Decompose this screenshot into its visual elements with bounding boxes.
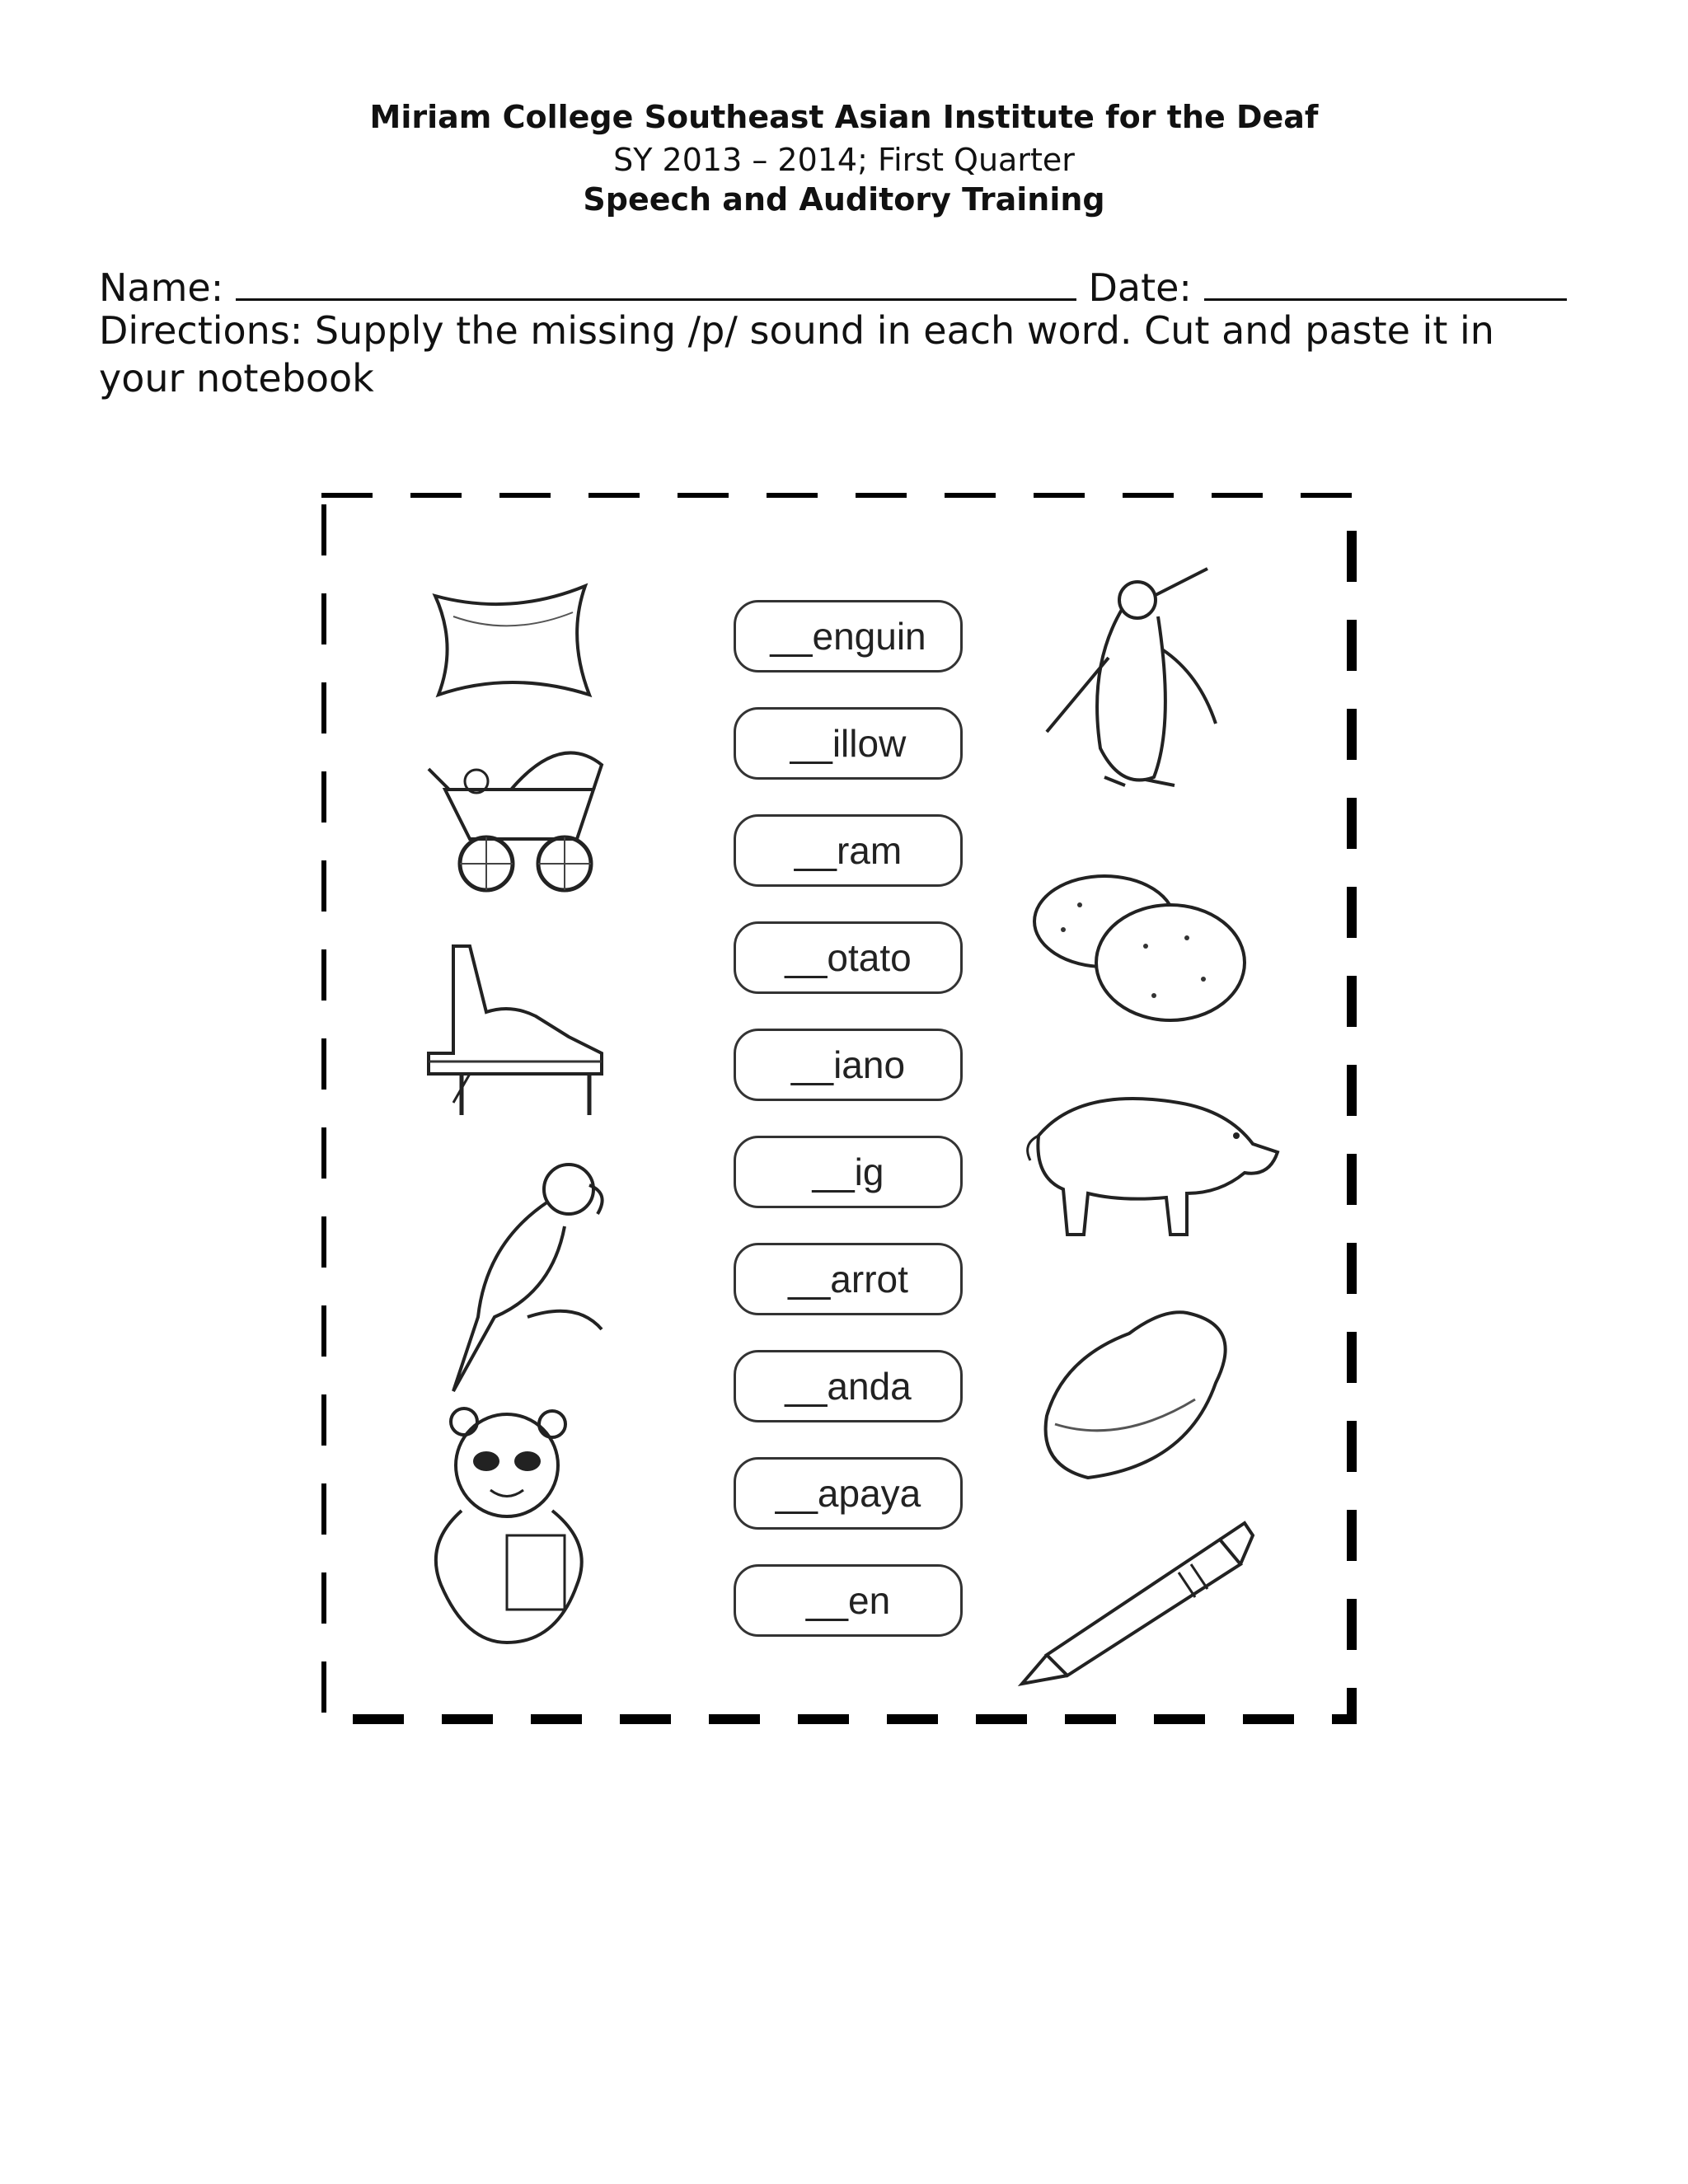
pig-icon [1014,1070,1286,1251]
word-card[interactable]: __arrot [734,1243,963,1315]
panda-icon [416,1404,614,1651]
pen-icon [1014,1507,1261,1688]
directions-text: Directions: Supply the missing /p/ sound in each word. Cut and paste it in your notebook [99,308,1494,401]
name-blank[interactable] [236,262,1076,301]
word-card[interactable]: __enguin [734,600,963,673]
word-card[interactable]: __ram [734,814,963,887]
subject-title: Speech and Auditory Training [583,181,1105,218]
school-year: SY 2013 – 2014; First Quarter [613,142,1075,178]
word-card[interactable]: __iano [734,1029,963,1101]
cut-out-frame [321,493,1360,1729]
pram-icon [412,732,626,897]
word-card[interactable]: __anda [734,1350,963,1422]
word-card[interactable]: __illow [734,707,963,780]
date-blank[interactable] [1204,262,1567,301]
word-card[interactable]: __otato [734,921,963,994]
name-date-row [99,262,1582,310]
parrot-icon [429,1152,626,1399]
penguin-icon [1030,559,1220,806]
word-card[interactable]: __apaya [734,1457,963,1530]
school-title: Miriam College Southeast Asian Institute for the Deaf [369,99,1319,135]
papaya-icon [1039,1301,1245,1490]
name-label: Name: [99,265,224,310]
potato-icon [1030,864,1253,1037]
word-card[interactable]: __en [734,1564,963,1637]
word-card[interactable]: __ig [734,1136,963,1208]
piano-icon [420,938,618,1119]
date-label: Date: [1088,265,1192,310]
pillow-icon [420,579,602,703]
